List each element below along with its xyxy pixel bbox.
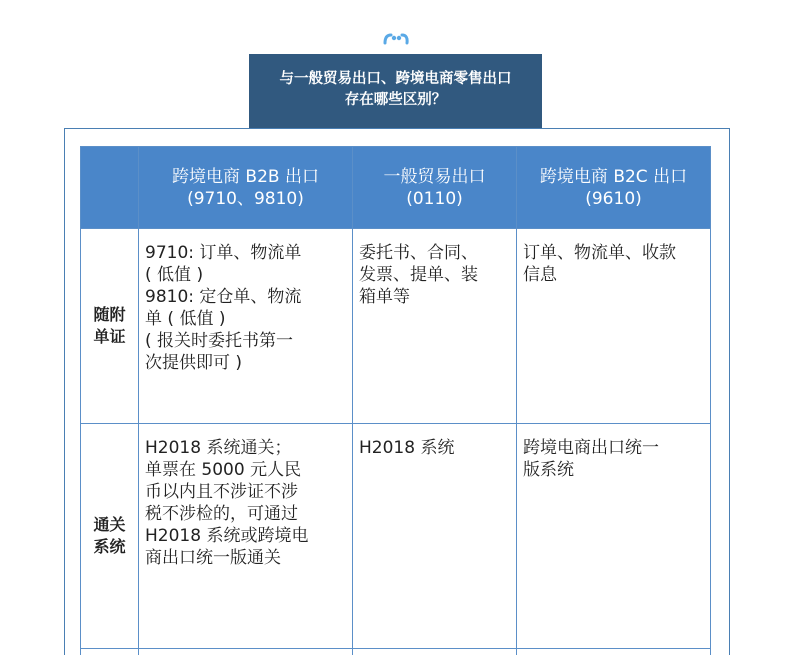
title-line-2: 存在哪些区别？ xyxy=(344,92,447,108)
title-line-1: 与一般贸易出口、跨境电商零售出口 xyxy=(279,71,512,87)
partial-cell xyxy=(81,649,139,655)
cell-line: ( 报关时委托书第一 xyxy=(145,331,294,351)
cell-line: H2018 系统通关； xyxy=(145,438,292,458)
row-label-line: 单证 xyxy=(93,327,126,346)
cell-line: 跨境电商出口统一 xyxy=(523,438,659,458)
cell-line: 发票、提单、装 xyxy=(359,265,478,285)
cell-line: 次提供即可 ) xyxy=(145,353,243,373)
cell-b2c-documents xyxy=(517,229,711,424)
header-b2b xyxy=(139,147,353,229)
comparison-table xyxy=(80,146,711,655)
table-row xyxy=(81,424,711,649)
cell-line: H2018 系统或跨境电 xyxy=(145,526,309,546)
cell-line: 单票在 5000 元人民 xyxy=(145,460,302,480)
cell-line: 信息 xyxy=(523,265,557,285)
cell-b2b-documents xyxy=(139,229,353,424)
cell-b2c-customs-system xyxy=(517,424,711,649)
row-label-line: 通关 xyxy=(93,515,126,534)
cell-general-trade-documents xyxy=(353,229,517,424)
header-b2c-title: 跨境电商 B2C 出口 xyxy=(539,166,688,187)
cell-line: 商出口统一版通关 xyxy=(145,548,281,568)
cell-line: 9710: 订单、物流单 xyxy=(145,243,302,263)
table-row xyxy=(81,229,711,424)
cell-line: ( 低值 ) xyxy=(145,265,204,285)
cell-line: 箱单等 xyxy=(359,287,410,307)
partial-cell xyxy=(517,649,711,655)
table-row-partial xyxy=(81,649,711,655)
header-general-trade xyxy=(353,147,517,229)
header-corner xyxy=(81,147,139,229)
title-banner xyxy=(249,54,542,128)
header-b2b-codes: (9710、9810) xyxy=(187,188,304,209)
cell-b2b-customs-system xyxy=(139,424,353,649)
row-label-customs-system xyxy=(81,424,139,649)
cell-line: 委托书、合同、 xyxy=(359,243,478,263)
table-header-row xyxy=(81,147,711,229)
header-b2c xyxy=(517,147,711,229)
cell-general-trade-customs-system xyxy=(353,424,517,649)
row-label-line: 随附 xyxy=(93,305,126,324)
quote-marks-icon xyxy=(383,33,409,49)
cell-line: 订单、物流单、收款 xyxy=(523,243,676,263)
cell-line: H2018 系统 xyxy=(359,438,455,458)
header-b2b-title: 跨境电商 B2B 出口 xyxy=(172,166,319,187)
header-b2c-code: (9610) xyxy=(585,188,642,209)
header-general-trade-title: 一般贸易出口 xyxy=(383,166,486,187)
row-label-documents xyxy=(81,229,139,424)
cell-line: 税不涉检的，可通过 xyxy=(145,504,298,524)
partial-cell xyxy=(353,649,517,655)
cell-line: 单 ( 低值 ) xyxy=(145,309,226,329)
cell-line: 9810: 定仓单、物流 xyxy=(145,287,302,307)
header-general-trade-code: (0110) xyxy=(406,188,463,209)
cell-line: 币以内且不涉证不涉 xyxy=(145,482,298,502)
partial-cell xyxy=(139,649,353,655)
cell-line: 版系统 xyxy=(523,460,574,480)
row-label-line: 系统 xyxy=(93,537,126,556)
